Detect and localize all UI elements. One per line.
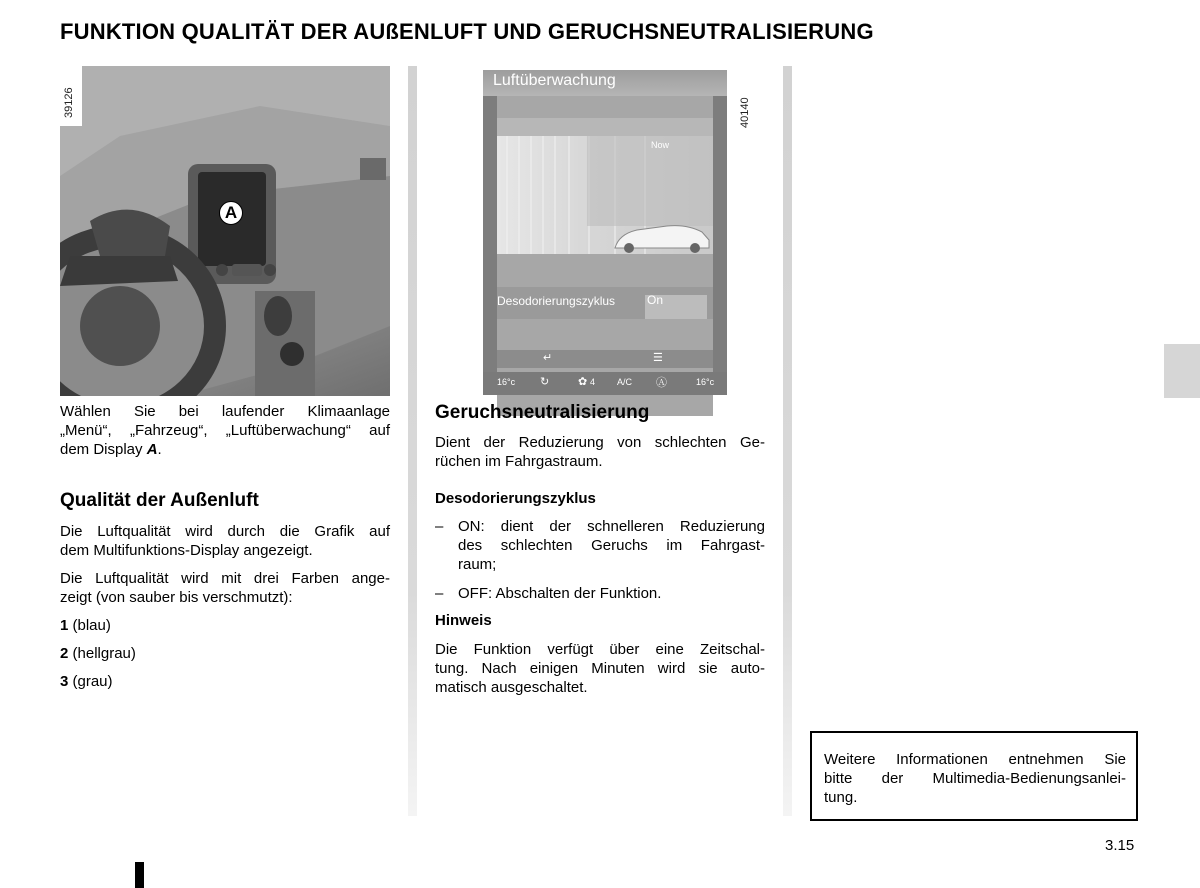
info-box: [810, 731, 1138, 821]
now-label: Now: [651, 140, 670, 150]
menu-list-icon[interactable]: ☰: [653, 352, 663, 364]
status-ac: A/C: [617, 377, 633, 387]
info-line-2: bitte der Multimedia-Bedienungsanlei-: [824, 770, 1126, 787]
color-item-3-number: 3: [60, 673, 69, 690]
screen-image-reference-label: [733, 70, 759, 130]
status-bar: [483, 372, 727, 395]
intro-line-3: [60, 440, 390, 459]
intro-paragraph: [60, 402, 390, 459]
intro-line-3-suffix: .: [157, 441, 162, 458]
chapter-tab: [1164, 344, 1200, 398]
section-heading-air-quality: Qualität der Außenluft: [60, 490, 259, 511]
back-arrow-icon[interactable]: ↵: [543, 352, 553, 364]
column-separator-right: [783, 66, 792, 816]
note-paragraph: [435, 640, 765, 697]
display-marker-a: A: [219, 201, 243, 225]
color-item-2-number: 2: [60, 645, 69, 662]
odor-paragraph: [435, 433, 765, 471]
image-reference-label: [60, 66, 82, 126]
status-right-temp: 16°c: [696, 377, 715, 387]
p1-line-1: Die Luftqualität wird durch die Grafik auf: [60, 523, 390, 540]
display-ref-a: A: [146, 441, 158, 458]
color-item-3: [60, 672, 113, 691]
odor-line-1: Dient der Reduzierung von schlechten Ge-: [435, 434, 765, 451]
list-dash-1: –: [435, 518, 444, 535]
section-heading-odor: Geruchsneutralisierung: [435, 402, 650, 423]
car-interior-illustration: [60, 66, 390, 396]
list-dash-2: –: [435, 585, 444, 602]
color-item-2: [60, 644, 136, 663]
car-interior-drawing: [60, 66, 390, 396]
deodorization-label: Desodorierungszyklus: [497, 294, 616, 308]
intro-line-1: Wählen Sie bei laufender Klimaanlage: [60, 403, 390, 420]
graph-drawing: [497, 136, 713, 254]
odor-line-2: rüchen im Fahrgastraum.: [435, 453, 603, 470]
page-title: FUNKTION QUALITÄT DER AUßENLUFT UND GERUCHSNEUTRALISIERUNG: [60, 19, 874, 44]
note-line-3: matisch ausgeschaltet.: [435, 679, 588, 696]
deodorization-on-label: On: [647, 293, 664, 307]
list-item-on: [435, 517, 765, 577]
note-heading: Hinweis: [435, 612, 492, 629]
p2-line-1: Die Luftqualität wird mit drei Farben ange-: [60, 570, 390, 587]
p1-line-2: dem Multifunktions-Display angezeigt.: [60, 542, 313, 559]
air-quality-paragraph-1: [60, 522, 390, 560]
margin-marker: [135, 862, 144, 888]
image-reference-number: 39126: [63, 87, 75, 118]
status-left-temp: 16°c: [497, 377, 516, 387]
note-line-1: Die Funktion verfügt über eine Zeitschal-: [435, 641, 765, 658]
list-item-on-line-3: raum;: [458, 556, 497, 573]
air-quality-paragraph-2: [60, 569, 390, 607]
fan-icon: ✿: [578, 376, 588, 388]
intro-line-3-prefix: dem Display: [60, 441, 147, 458]
list-item-on-line-2: des schlechten Geruchs im Fahrgast-: [458, 537, 765, 554]
page-number: 3.15: [1105, 837, 1135, 854]
color-item-1-number: 1: [60, 617, 69, 634]
screen-button-bar: [497, 350, 713, 368]
recirculation-icon: ↻: [540, 376, 550, 388]
list-item-on-line-1: ON: dient der schnelleren Reduzierung: [458, 518, 765, 535]
p2-line-2: zeigt (von sauber bis verschmutzt):: [60, 589, 293, 606]
color-item-1-text: (blau): [68, 617, 111, 634]
list-item-off: [435, 584, 765, 604]
info-line-3: tung.: [824, 789, 858, 806]
note-line-2: tung. Nach einigen Minuten wird sie auto-: [435, 660, 765, 677]
column-separator-left: [408, 66, 417, 816]
air-monitoring-screen: [483, 70, 727, 395]
color-item-1: [60, 616, 111, 635]
status-fan-level: 4: [590, 377, 596, 387]
color-item-3-text: (grau): [68, 673, 113, 690]
color-item-2-text: (hellgrau): [68, 645, 136, 662]
intro-line-2: „Menü“, „Fahrzeug“, „Luftüberwachung“ auf: [60, 422, 390, 439]
graph-header-band: [497, 118, 713, 136]
info-line-1: Weitere Informationen entnehmen Sie: [824, 751, 1126, 768]
deodorization-subheading: Desodorierungszyklus: [435, 490, 596, 507]
list-item-off-text: OFF: Abschalten der Funktion.: [458, 585, 662, 602]
auto-climate-icon: Ⓐ: [656, 377, 667, 389]
screen-image-reference-number: 40140: [739, 97, 751, 128]
screen-title: Luftüberwachung: [493, 72, 616, 89]
